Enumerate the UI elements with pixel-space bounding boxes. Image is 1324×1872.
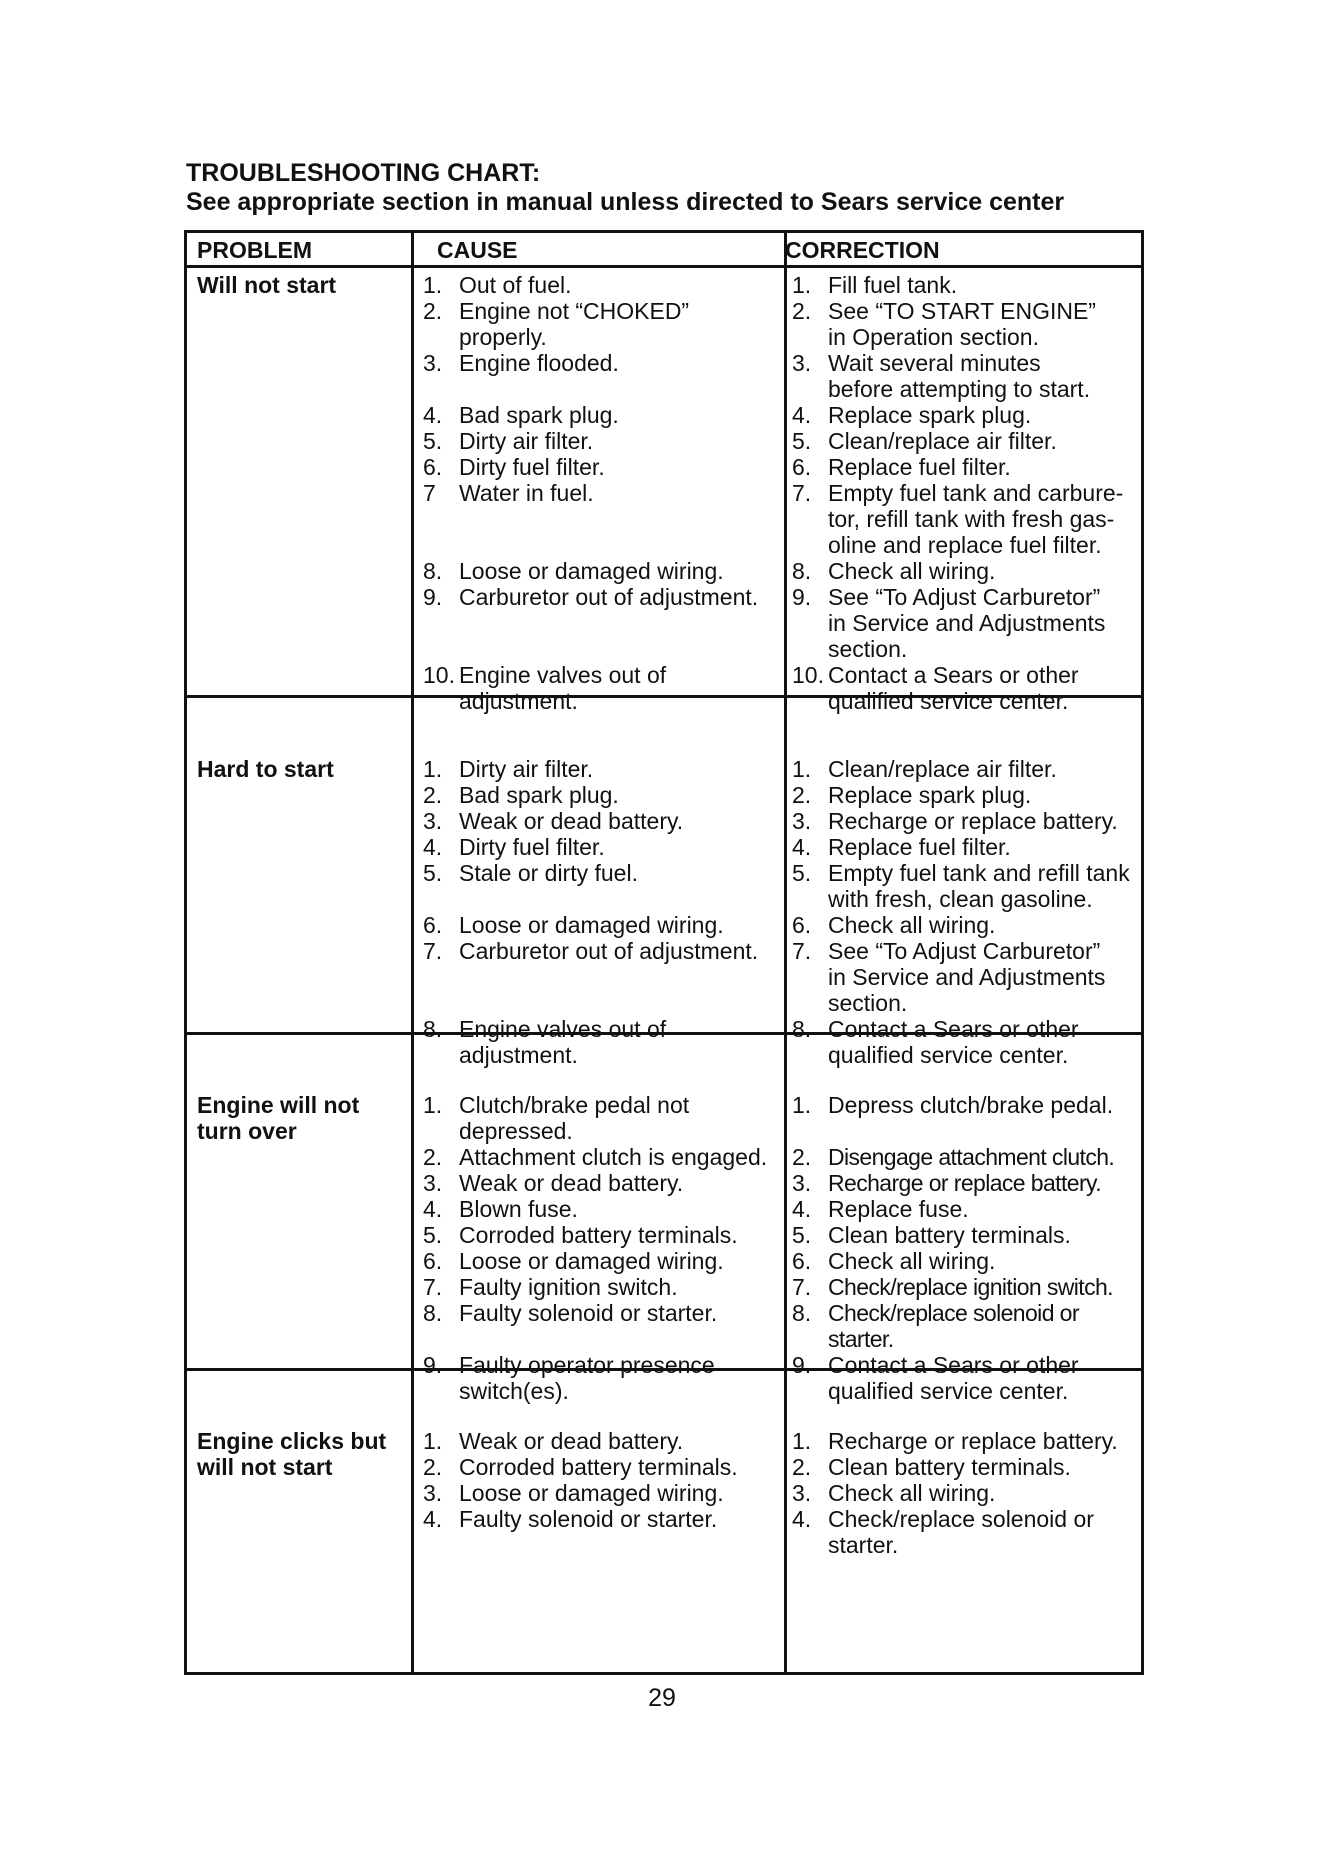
item-text: Blown fuse. [459, 1196, 578, 1222]
item-text: Dirty air filter. [459, 756, 594, 782]
header-cause: CAUSE [437, 237, 518, 263]
item-number: 8. [792, 558, 812, 584]
item-number: 7. [792, 480, 812, 506]
item-text: Contact a Sears or other qualified service center. [828, 662, 1079, 714]
item-text: Weak or dead battery. [459, 1428, 684, 1454]
item-number: 5. [423, 860, 443, 886]
problem-label: Engine clicks but will not start [197, 1428, 387, 1480]
item-number: 4. [423, 1506, 443, 1532]
item-number: 8. [423, 1016, 443, 1042]
item-number: 5. [423, 1222, 443, 1248]
item-number: 1. [792, 272, 812, 298]
item-number: 3. [423, 808, 443, 834]
item-number: 4. [792, 1196, 812, 1222]
item-text: Faulty solenoid or starter. [459, 1300, 718, 1326]
item-number: 1. [423, 1428, 443, 1454]
item-text: Loose or damaged wiring. [459, 1480, 724, 1506]
item-number: 3. [423, 1170, 443, 1196]
item-text: Check/replace solenoid or starter. [828, 1506, 1094, 1558]
item-number: 10. [423, 662, 455, 688]
item-number: 7. [792, 1274, 812, 1300]
item-text: Recharge or replace battery. [828, 808, 1118, 834]
item-number: 6. [792, 454, 812, 480]
item-text: Replace fuse. [828, 1196, 969, 1222]
item-number: 6. [792, 1248, 812, 1274]
page-number: 29 [648, 1684, 676, 1712]
item-text: Replace spark plug. [828, 782, 1032, 808]
item-text: Loose or damaged wiring. [459, 912, 724, 938]
item-number: 9. [792, 1352, 812, 1378]
item-text: Stale or dirty fuel. [459, 860, 638, 886]
item-text: Dirty fuel filter. [459, 834, 605, 860]
item-number: 9. [423, 584, 443, 610]
item-number: 7. [792, 938, 812, 964]
item-number: 3. [423, 1480, 443, 1506]
item-text: Clean/replace air filter. [828, 428, 1057, 454]
item-number: 3. [792, 350, 812, 376]
item-number: 4. [792, 1506, 812, 1532]
item-text: Check/replace solenoid or starter. [828, 1300, 1079, 1352]
item-number: 2. [423, 782, 443, 808]
item-text: Carburetor out of adjustment. [459, 584, 759, 610]
header-problem: PROBLEM [197, 237, 312, 263]
item-number: 2. [792, 1144, 812, 1170]
problem-label: Hard to start [197, 756, 334, 782]
item-text: Depress clutch/brake pedal. [828, 1092, 1114, 1118]
item-text: Faulty ignition switch. [459, 1274, 678, 1300]
item-number: 7 [423, 480, 436, 506]
item-number: 9. [423, 1352, 443, 1378]
item-text: Bad spark plug. [459, 402, 619, 428]
item-number: 2. [423, 1144, 443, 1170]
item-number: 7. [423, 1274, 443, 1300]
item-text: Water in fuel. [459, 480, 594, 506]
item-number: 10. [792, 662, 824, 688]
item-number: 3. [792, 808, 812, 834]
item-number: 1. [792, 756, 812, 782]
item-text: Faulty operator presence switch(es). [459, 1352, 715, 1404]
item-text: Carburetor out of adjustment. [459, 938, 759, 964]
item-number: 1. [792, 1092, 812, 1118]
item-number: 1. [423, 756, 443, 782]
item-number: 5. [792, 428, 812, 454]
item-text: Check all wiring. [828, 558, 996, 584]
item-text: Contact a Sears or other qualified service center. [828, 1016, 1079, 1068]
item-text: See “TO START ENGINE” in Operation section. [828, 298, 1096, 350]
item-number: 2. [792, 1454, 812, 1480]
item-number: 4. [792, 402, 812, 428]
item-text: Engine flooded. [459, 350, 619, 376]
item-text: Loose or damaged wiring. [459, 558, 724, 584]
item-text: Wait several minutes before attempting to start. [828, 350, 1091, 402]
item-text: Clean battery terminals. [828, 1454, 1071, 1480]
item-text: Corroded battery terminals. [459, 1222, 738, 1248]
item-number: 2. [792, 782, 812, 808]
item-number: 8. [792, 1300, 812, 1326]
item-text: Corroded battery terminals. [459, 1454, 738, 1480]
item-text: See “To Adjust Carburetor” in Service and Adjustments section. [828, 938, 1106, 1016]
item-text: Replace fuel filter. [828, 454, 1011, 480]
item-text: Check all wiring. [828, 1248, 996, 1274]
item-number: 1. [792, 1428, 812, 1454]
item-number: 2. [423, 1454, 443, 1480]
item-text: Weak or dead battery. [459, 1170, 684, 1196]
header-correction: CORRECTION [785, 237, 940, 263]
item-number: 1. [423, 1092, 443, 1118]
problem-label: Engine will not turn over [197, 1092, 360, 1144]
item-text: Engine valves out of adjustment. [459, 662, 667, 714]
item-number: 7. [423, 938, 443, 964]
item-number: 3. [423, 350, 443, 376]
item-text: Out of fuel. [459, 272, 572, 298]
chart-title: TROUBLESHOOTING CHART: [186, 159, 541, 187]
item-text: Check all wiring. [828, 912, 996, 938]
item-text: Replace spark plug. [828, 402, 1032, 428]
item-number: 1. [423, 272, 443, 298]
item-text: Clean/replace air filter. [828, 756, 1057, 782]
item-text: Clutch/brake pedal not depressed. [459, 1092, 690, 1144]
item-text: Bad spark plug. [459, 782, 619, 808]
item-number: 5. [792, 1222, 812, 1248]
item-text: Dirty fuel filter. [459, 454, 605, 480]
item-text: Check/replace ignition switch. [828, 1274, 1113, 1300]
item-number: 4. [792, 834, 812, 860]
item-number: 4. [423, 834, 443, 860]
item-number: 4. [423, 1196, 443, 1222]
item-number: 6. [792, 912, 812, 938]
item-text: Disengage attachment clutch. [828, 1144, 1115, 1170]
item-number: 5. [792, 860, 812, 886]
column-divider [784, 233, 787, 1672]
item-number: 8. [423, 558, 443, 584]
item-number: 5. [423, 428, 443, 454]
item-text: Loose or damaged wiring. [459, 1248, 724, 1274]
item-number: 4. [423, 402, 443, 428]
item-number: 8. [423, 1300, 443, 1326]
item-number: 9. [792, 584, 812, 610]
item-text: Empty fuel tank and refill tank with fresh, clean gasoline. [828, 860, 1130, 912]
item-number: 2. [792, 298, 812, 324]
item-text: Faulty solenoid or starter. [459, 1506, 718, 1532]
item-number: 6. [423, 1248, 443, 1274]
item-text: Dirty air filter. [459, 428, 594, 454]
item-text: Check all wiring. [828, 1480, 996, 1506]
item-text: Replace fuel filter. [828, 834, 1011, 860]
table-header-row [187, 233, 1141, 268]
item-text: Attachment clutch is engaged. [459, 1144, 768, 1170]
item-number: 3. [792, 1480, 812, 1506]
item-text: Clean battery terminals. [828, 1222, 1071, 1248]
item-text: Contact a Sears or other qualified service center. [828, 1352, 1079, 1404]
item-number: 6. [423, 912, 443, 938]
item-text: Weak or dead battery. [459, 808, 684, 834]
item-number: 3. [792, 1170, 812, 1196]
item-text: Fill fuel tank. [828, 272, 958, 298]
item-number: 6. [423, 454, 443, 480]
item-number: 8. [792, 1016, 812, 1042]
problem-label: Will not start [197, 272, 337, 298]
column-divider [411, 233, 414, 1672]
troubleshooting-table [184, 230, 1144, 1675]
item-text: Empty fuel tank and carbure- tor, refill tank with fresh gas- oline and replace fuel filter. [828, 480, 1124, 558]
item-text: See “To Adjust Carburetor” in Service and Adjustments section. [828, 584, 1106, 662]
item-text: Engine not “CHOKED” properly. [459, 298, 690, 350]
item-text: Engine valves out of adjustment. [459, 1016, 667, 1068]
item-text: Recharge or replace battery. [828, 1428, 1118, 1454]
item-text: Recharge or replace battery. [828, 1170, 1101, 1196]
chart-subtitle: See appropriate section in manual unless directed to Sears service center [186, 188, 1065, 216]
item-number: 2. [423, 298, 443, 324]
